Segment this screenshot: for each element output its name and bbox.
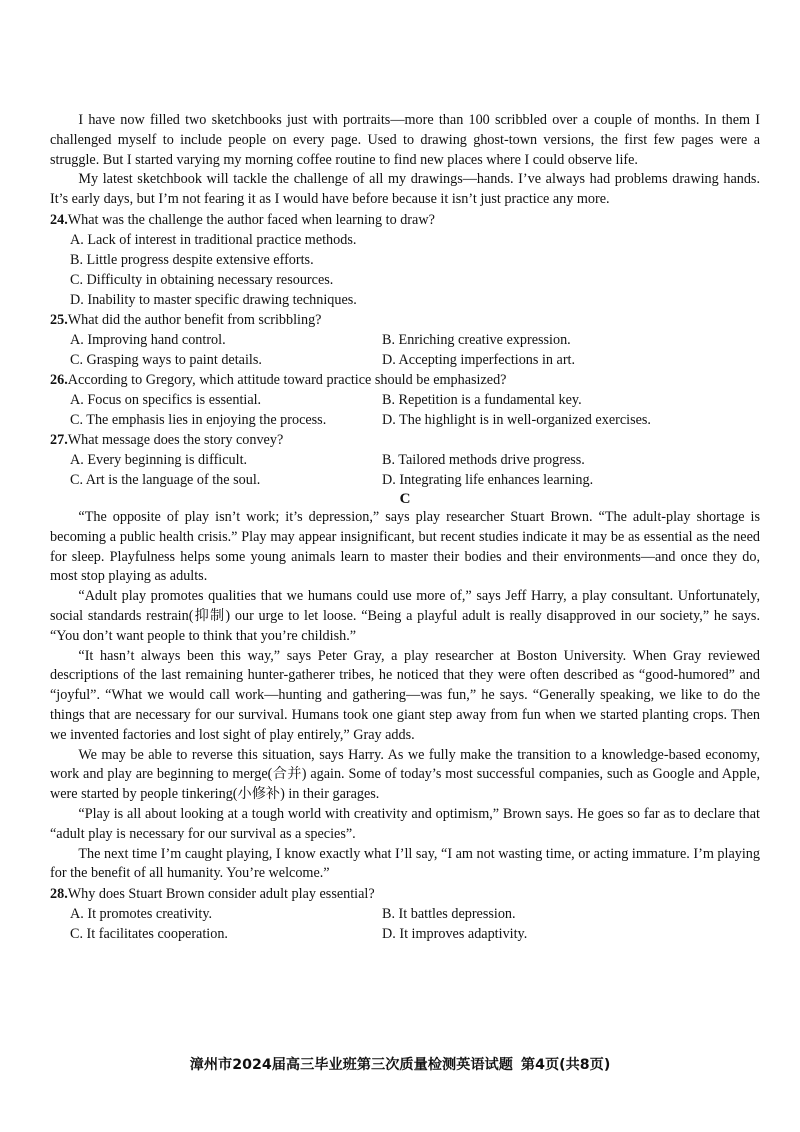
page-number: 第4页(共8页) xyxy=(520,1057,611,1073)
option-a[interactable]: A. It promotes creativity. xyxy=(70,906,213,923)
page-footer xyxy=(0,1054,800,1074)
option-b[interactable]: B. Little progress despite extensive efforts. xyxy=(70,251,314,268)
option-c[interactable]: C. Grasping ways to paint details. xyxy=(70,351,262,368)
question-number: 26. xyxy=(50,371,68,388)
question-text: What message does the story convey? xyxy=(67,431,284,448)
page-content xyxy=(50,111,760,944)
passage-c-paragraph: The next time I’m caught playing, I know exactly what I’ll say, “I am not wasting time, or acting immature. I’m playing for the benefit of all humanity. You’re welcome.” xyxy=(50,845,760,882)
question-number: 27. xyxy=(50,431,68,448)
question-27 xyxy=(50,430,760,490)
option-a[interactable]: A. Every beginning is difficult. xyxy=(70,451,248,468)
options-grid xyxy=(50,330,760,370)
question-text: What was the challenge the author faced when learning to draw? xyxy=(67,211,435,228)
passage-c-paragraph: We may be able to reverse this situation, says Harry. As we fully make the transition to a knowledge-based economy, work and play are beginning to merge(合并) again. Some of today’s most successful companies, such as Google and Apple, were started by people tinkering(小修补) in their garages. xyxy=(50,746,760,803)
option-d[interactable]: D. The highlight is in well-organized exercises. xyxy=(382,411,651,428)
question-stem xyxy=(50,210,760,230)
options-grid xyxy=(50,450,760,490)
exam-title: 漳州市2024届高三毕业班第三次质量检测英语试题 xyxy=(189,1057,513,1073)
passage-c-paragraph: “It hasn’t always been this way,” says Peter Gray, a play researcher at Boston University. When Gray reviewed descriptions of the last remaining hunter-gatherer tribes, he noticed that they were often described as “good-humored” and “joyful”. “What we would call work—hunting and gathering—was fun,” he says. “Generally speaking, we like to do the things that are necessary for our survival. Humans took one giant step away from fun when we started planting crops. Then we invented factories and lost sight of play entirely,” Gray adds. xyxy=(50,647,760,743)
passage-c-paragraph: “Play is all about looking at a tough world with creativity and optimism,” Brown says. He goes so far as to declare that “adult play is necessary for our survival as a species”. xyxy=(50,805,760,842)
question-28 xyxy=(50,884,760,944)
question-text: Why does Stuart Brown consider adult play essential? xyxy=(67,886,375,903)
option-b[interactable]: B. Repetition is a fundamental key. xyxy=(382,391,582,408)
option-a[interactable]: A. Focus on specifics is essential. xyxy=(70,391,262,408)
option-c[interactable]: C. Difficulty in obtaining necessary resources. xyxy=(70,271,334,288)
question-25 xyxy=(50,310,760,370)
option-a[interactable]: A. Lack of interest in traditional practice methods. xyxy=(70,231,357,248)
question-number: 25. xyxy=(50,311,68,328)
passage-b-paragraph: My latest sketchbook will tackle the challenge of all my drawings—hands. I’ve always had problems drawing hands. It’s early days, but I’m not fearing it as I would have before because it isn’t just practice any more. xyxy=(50,171,760,208)
passage-c-paragraph: “Adult play promotes qualities that we humans could use more of,” says Jeff Harry, a play consultant. Unfortunately, social standards restrain(抑制) our urge to let loose. “Being a playful adult is really disapproved in our society,” he says. “You don’t want people to think that you’re childish.” xyxy=(50,588,760,644)
question-number: 28. xyxy=(50,886,68,903)
options-grid xyxy=(50,390,760,430)
question-stem xyxy=(50,370,760,390)
option-d[interactable]: D. Inability to master specific drawing techniques. xyxy=(70,291,357,308)
option-a[interactable]: A. Improving hand control. xyxy=(70,331,226,348)
passage-b-paragraph: I have now filled two sketchbooks just with portraits—more than 100 scribbled over a couple of months. In them I challenged myself to include people on every page. Used to drawing ghost-town versions, the first few pages were a struggle. But I started varying my morning coffee routine to find new places where I could observe life. xyxy=(50,112,760,168)
passage-c-paragraph: “The opposite of play isn’t work; it’s depression,” says play researcher Stuart Brown. “The adult-play shortage is becoming a public health crisis.” Play may appear insignificant, but recent studies indicate it may be as essential as the need for sleep. Playfulness helps some young animals learn to master their bodies and their environments—and once they do, most stop playing as adults. xyxy=(50,508,760,585)
question-stem xyxy=(50,310,760,330)
option-d[interactable]: D. Accepting imperfections in art. xyxy=(382,351,576,368)
option-d[interactable]: D. It improves adaptivity. xyxy=(382,926,528,943)
question-26 xyxy=(50,370,760,430)
option-c[interactable]: C. Art is the language of the soul. xyxy=(70,471,261,488)
question-stem xyxy=(50,430,760,450)
option-b[interactable]: B. Tailored methods drive progress. xyxy=(382,451,585,468)
question-number: 24. xyxy=(50,211,68,228)
options-grid xyxy=(50,904,760,944)
option-b[interactable]: B. Enriching creative expression. xyxy=(382,331,571,348)
option-c[interactable]: C. The emphasis lies in enjoying the process. xyxy=(70,411,327,428)
option-c[interactable]: C. It facilitates cooperation. xyxy=(70,926,228,943)
option-d[interactable]: D. Integrating life enhances learning. xyxy=(382,471,594,488)
question-24 xyxy=(50,210,760,310)
option-b[interactable]: B. It battles depression. xyxy=(382,906,516,923)
section-c-heading: C xyxy=(399,490,411,507)
question-text: According to Gregory, which attitude toward practice should be emphasized? xyxy=(67,371,507,388)
question-text: What did the author benefit from scribbling? xyxy=(67,311,322,328)
question-stem xyxy=(50,884,760,904)
